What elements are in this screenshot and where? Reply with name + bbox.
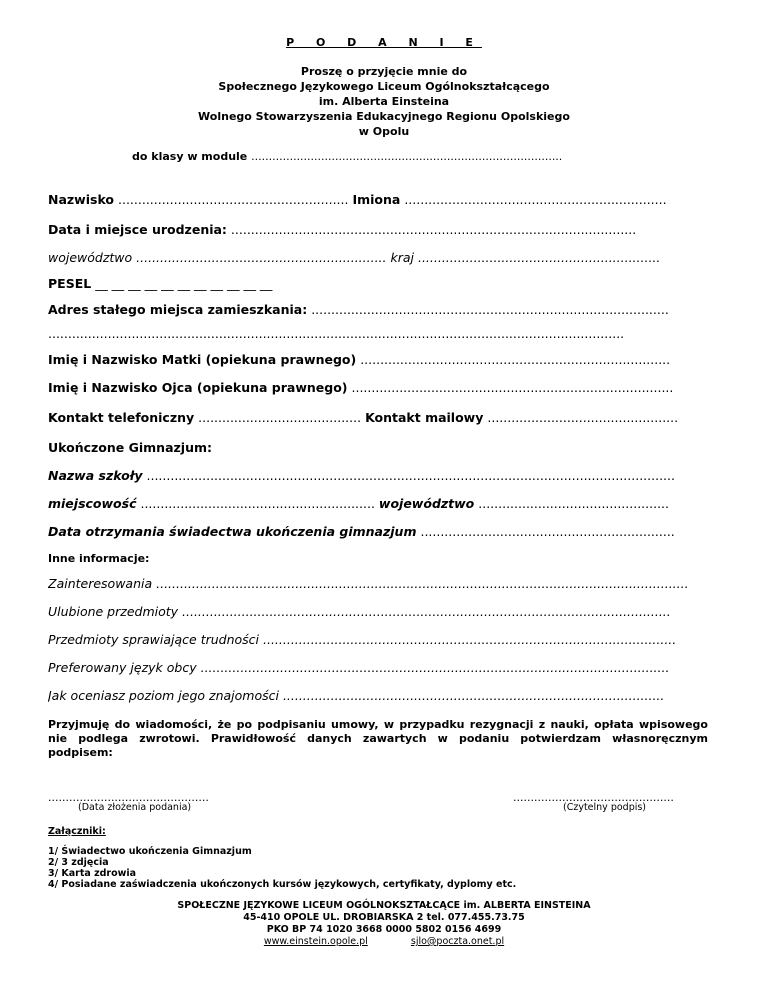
footer-school-name: SPOŁECZNE JĘZYKOWE LICEUM OGÓLNOKSZTAŁCĄCE im. ALBERTA EINSTEINA (177, 900, 591, 911)
pesel-boxes: __ __ __ __ __ __ __ __ __ __ __ (95, 276, 273, 291)
heading-line: Proszę o przyjęcie mnie do (300, 65, 468, 78)
certificate-dots: ................................................................ (420, 524, 675, 539)
difficult-subjects-dots: ........................................................................................................ (263, 632, 677, 647)
father-label: Imię i Nazwisko Ojca (opiekuna prawnego) (48, 380, 348, 395)
attachments-heading: Załączniki: (48, 826, 106, 837)
pesel-label: PESEL (48, 276, 92, 291)
form-heading (0, 64, 768, 139)
pesel-line (48, 276, 708, 291)
heading-line: Społecznego Językowego Liceum Ogólnokształcącego (218, 80, 550, 93)
difficult-subjects-label: Przedmioty sprawiające trudności (48, 632, 260, 647)
birth-line (48, 222, 708, 237)
language-dots: ...................................................................................................................... (200, 660, 670, 675)
address-label: Adres stałego miejsca zamieszkania: (48, 302, 308, 317)
address-line-2 (48, 326, 708, 341)
mother-dots: .............................................................................. (360, 352, 671, 367)
school-heading: Ukończone Gimnazjum: (48, 440, 213, 455)
town-label: miejscowość (48, 496, 137, 511)
heading-line: im. Alberta Einsteina (318, 95, 450, 108)
voivodeship-label: województwo (48, 250, 133, 265)
address-dots: .......................................................................................... (311, 302, 669, 317)
surname-dots: .......................................................... (118, 192, 349, 207)
attachment-item: 1/ Świadectwo ukończenia Gimnazjum (48, 846, 252, 857)
date-signature-caption: (Data złożenia podania) (78, 802, 192, 813)
mail-label: Kontakt mailowy (365, 410, 484, 425)
favourite-subjects-label: Ulubione przedmioty (48, 604, 179, 619)
language-label: Preferowany język obcy (48, 660, 197, 675)
signature-caption: (Czytelny podpis) (563, 802, 647, 813)
attachment-item: 3/ Karta zdrowia (48, 868, 137, 879)
school-voivodeship-dots: ................................................ (478, 496, 669, 511)
mother-label: Imię i Nazwisko Matki (opiekuna prawnego) (48, 352, 357, 367)
module-line (132, 150, 652, 163)
module-label: do klasy w module (132, 150, 248, 163)
heading-line: w Opolu (358, 125, 410, 138)
school-name-dots: ..................................................................................................................................... (146, 468, 675, 483)
attachments-list (48, 846, 516, 890)
language-line (48, 660, 708, 675)
language-level-line (48, 688, 708, 703)
voivodeship-dots: ............................................................... (136, 250, 387, 265)
footer-bank-account: PKO BP 74 1020 3668 0000 5802 0156 4699 (266, 924, 502, 935)
email-link[interactable]: sjlo@poczta.onet.pl (410, 936, 505, 947)
heading-line: Wolnego Stowarzyszenia Edukacyjnego Regionu Opolskiego (198, 110, 570, 123)
interests-label: Zainteresowania (48, 576, 153, 591)
certificate-line (48, 524, 708, 539)
attachment-item: 4/ Posiadane zaświadczenia ukończonych kursów językowych, certyfikaty, dyplomy etc. (48, 879, 517, 890)
birth-label: Data i miejsce urodzenia: (48, 222, 227, 237)
footer (0, 900, 768, 948)
language-level-dots: ................................................................................................ (282, 688, 665, 703)
school-name-label: Nazwa szkoły (48, 468, 143, 483)
mail-dots: ................................................ (487, 410, 679, 425)
certificate-label: Data otrzymania świadectwa ukończenia gimnazjum (48, 524, 417, 539)
phone-dots: ......................................... (198, 410, 362, 425)
birth-dots: ...................................................................................................... (230, 222, 637, 237)
country-dots: ............................................................. (417, 250, 661, 265)
attachment-item: 2/ 3 zdjęcia (48, 857, 109, 868)
mother-line (48, 352, 708, 367)
school-voivodeship-label: województwo (378, 496, 475, 511)
interests-dots: ...................................................................................................................................... (156, 576, 689, 591)
declaration-text: Przyjmuję do wiadomości, że po podpisaniu umowy, w przypadku rezygnacji z nauki, opłata wpisowego nie podlega zwrotowi. Prawidłowość danych zawartych w podaniu potwierdzam własnoręcznym podpisem: (48, 718, 708, 759)
difficult-subjects-line (48, 632, 708, 647)
country-label: kraj (390, 250, 414, 265)
surname-line (48, 192, 708, 207)
school-name-line (48, 468, 708, 483)
town-dots: ........................................................... (140, 496, 375, 511)
address-dots-2: ................................................................................................................................................. (48, 326, 625, 341)
language-level-label: Jak oceniasz poziom jego znajomości (48, 688, 279, 703)
region-line (48, 250, 708, 265)
signature-dots: .............................................. (513, 791, 674, 804)
phone-label: Kontakt telefoniczny (48, 410, 195, 425)
names-dots: .................................................................. (404, 192, 667, 207)
contact-line (48, 410, 708, 425)
address-line (48, 302, 708, 317)
names-label: Imiona (352, 192, 401, 207)
website-link[interactable]: www.einstein.opole.pl (263, 936, 368, 947)
father-line (48, 380, 708, 395)
footer-address: 45-410 OPOLE UL. DROBIARSKA 2 tel. 077.455.73.75 (243, 912, 525, 923)
surname-label: Nazwisko (48, 192, 115, 207)
other-info-heading: Inne informacje: (48, 552, 150, 565)
page-title: P O D A N I E (286, 36, 482, 49)
date-signature-dots: .............................................. (48, 791, 209, 804)
favourite-subjects-line (48, 604, 708, 619)
favourite-subjects-dots: ........................................................................................................................... (182, 604, 671, 619)
interests-line (48, 576, 708, 591)
school-place-line (48, 496, 708, 511)
father-dots: ................................................................................. (351, 380, 674, 395)
footer-links (0, 936, 768, 948)
module-dots: ......................................................................................... (251, 150, 563, 163)
